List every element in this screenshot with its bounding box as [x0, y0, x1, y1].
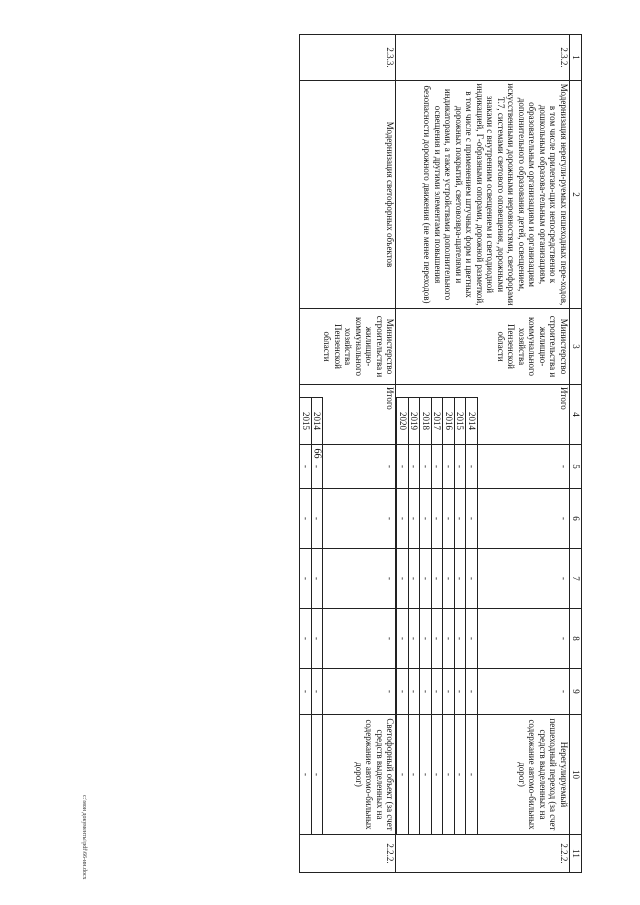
value-cell: - — [432, 609, 444, 668]
value-cell: - — [559, 637, 569, 640]
year-column — [300, 385, 396, 445]
value-cell: - — [455, 549, 467, 608]
value-cell: - — [432, 445, 444, 488]
value-cell: - — [409, 445, 421, 488]
value-cell: - — [444, 489, 456, 548]
value-cell: - — [455, 445, 467, 488]
rotated-table-wrapper — [82, 34, 582, 872]
row-result: Нерегулируемый пешеходный переход (за счет средств выделенных на содержание автомо-бильных дорог) — [517, 718, 569, 831]
value-column — [396, 609, 570, 669]
value-cell: - — [385, 577, 396, 580]
header-cell: 8 — [570, 609, 582, 669]
value-column — [300, 549, 396, 609]
value-cell: - — [312, 609, 324, 668]
value-cell: - — [312, 549, 324, 608]
total-label: Итого — [559, 387, 569, 410]
value-cell: - — [301, 669, 313, 714]
value-column — [396, 669, 570, 715]
value-cell: - — [444, 715, 456, 834]
program-table — [300, 34, 583, 873]
row-code: 2.2.2. — [300, 835, 396, 873]
table-row — [396, 35, 570, 873]
footer-file-path: c:\мои документы\pdf\66-ин.docx — [81, 795, 87, 880]
row-result: Светофорный объект (за счет средств выделенных на содержание автомо-бильных дорог) — [354, 718, 396, 831]
header-cell: 1 — [570, 35, 582, 81]
value-cell: - — [455, 609, 467, 668]
value-cell: - — [432, 549, 444, 608]
value-cell: - — [421, 445, 433, 488]
year-cell: 2015 — [301, 398, 313, 444]
value-cell: - — [559, 465, 569, 468]
row-activity: Модернизация нерегули-руемых пешеходных пере-ходов, в том числе прилегаю-щих непосредственно к дошкольным образова-тельным организациям, образовательным организациям и организациям дополнительного образования детей, освещением, искусственными дорожными неровностями, светофорами Т.7, системами светового оповещения, дорожными знаками с внутренним освещением и светодиодной индикацией, Г-образными опорами, дорожной разметкой, в том числе с применением штучных форм и цветных дорожных покрытий, световозвра-щателями и индикаторами, а также устройствами дополнительного освещения и другими элементами повышения безопасности дорожного движения (не менее переходов) — [396, 81, 570, 309]
value-cell: - — [467, 715, 479, 834]
value-cell: - — [559, 517, 569, 520]
value-column — [396, 489, 570, 549]
value-column — [396, 445, 570, 489]
value-cell: - — [444, 609, 456, 668]
value-cell: - — [467, 445, 479, 488]
value-cell: - — [385, 517, 396, 520]
value-column — [300, 609, 396, 669]
value-cell: - — [409, 609, 421, 668]
value-cell: - — [409, 715, 421, 834]
value-cell: - — [421, 549, 433, 608]
year-cell: 2014 — [312, 398, 324, 444]
value-cell: - — [312, 669, 324, 714]
total-label: Итого — [385, 387, 396, 410]
value-cell: - — [444, 669, 456, 714]
year-cell: 2016 — [444, 398, 456, 444]
header-cell: 4 — [570, 385, 582, 445]
value-cell: - — [421, 489, 433, 548]
value-cell: - — [455, 715, 467, 834]
row-executor: Министерство строительства и жилищно-коммунального хозяйства Пензенской области — [300, 309, 396, 385]
year-cell: 2018 — [421, 398, 433, 444]
value-cell: - — [301, 715, 313, 834]
result-column — [396, 715, 570, 835]
header-cell: 2 — [570, 81, 582, 309]
value-cell: - — [397, 549, 410, 608]
table-row — [300, 35, 396, 873]
value-cell: - — [385, 465, 396, 468]
value-cell: - — [559, 690, 569, 693]
value-cell: - — [409, 549, 421, 608]
value-column — [300, 669, 396, 715]
value-cell: - — [421, 609, 433, 668]
value-cell: - — [397, 669, 410, 714]
header-cell: 11 — [570, 835, 582, 873]
row-code: 2.2.2. — [396, 835, 570, 873]
value-cell: - — [301, 489, 313, 548]
value-cell: - — [397, 609, 410, 668]
header-row — [570, 35, 582, 873]
value-cell: - — [301, 609, 313, 668]
header-cell: 5 — [570, 445, 582, 489]
value-cell: - — [409, 489, 421, 548]
value-column — [300, 445, 396, 489]
value-cell: - — [385, 637, 396, 640]
row-number: 2.3.2. — [396, 35, 570, 81]
year-cell: 2014 — [467, 398, 479, 444]
value-cell: - — [455, 489, 467, 548]
year-cell: 2020 — [397, 398, 410, 444]
value-cell: - — [467, 609, 479, 668]
header-cell: 9 — [570, 669, 582, 715]
value-cell: - — [467, 549, 479, 608]
value-cell: - — [467, 669, 479, 714]
value-cell: - — [455, 669, 467, 714]
row-activity: Модернизация светофорных объектов — [300, 81, 396, 309]
value-cell: - — [432, 669, 444, 714]
year-cell: 2019 — [409, 398, 421, 444]
header-cell: 7 — [570, 549, 582, 609]
value-cell: - — [409, 669, 421, 714]
year-column — [396, 385, 570, 445]
value-cell: - — [444, 549, 456, 608]
value-column — [396, 549, 570, 609]
value-cell: - — [312, 489, 324, 548]
value-cell: - — [301, 549, 313, 608]
value-cell: - — [397, 489, 410, 548]
year-cell: 2015 — [455, 398, 467, 444]
value-cell: - — [559, 577, 569, 580]
value-cell: - — [397, 445, 410, 488]
value-cell: - — [432, 715, 444, 834]
value-cell: - — [432, 489, 444, 548]
value-cell: - — [444, 445, 456, 488]
value-cell: - — [421, 669, 433, 714]
value-cell: - — [301, 445, 313, 488]
page-number: 66 — [311, 448, 323, 459]
value-column — [300, 489, 396, 549]
header-cell: 10 — [570, 715, 582, 835]
header-cell: 6 — [570, 489, 582, 549]
value-cell: - — [385, 690, 396, 693]
value-cell: - — [421, 715, 433, 834]
value-cell: - — [312, 715, 324, 834]
value-cell: - — [397, 715, 410, 834]
value-cell: - — [312, 445, 324, 488]
year-cell: 2017 — [432, 398, 444, 444]
value-cell: - — [467, 489, 479, 548]
header-cell: 3 — [570, 309, 582, 385]
row-executor: Министерство строительства и жилищно-коммунального хозяйства Пензенской области — [396, 309, 570, 385]
result-column — [300, 715, 396, 835]
row-number: 2.3.3. — [300, 35, 396, 81]
